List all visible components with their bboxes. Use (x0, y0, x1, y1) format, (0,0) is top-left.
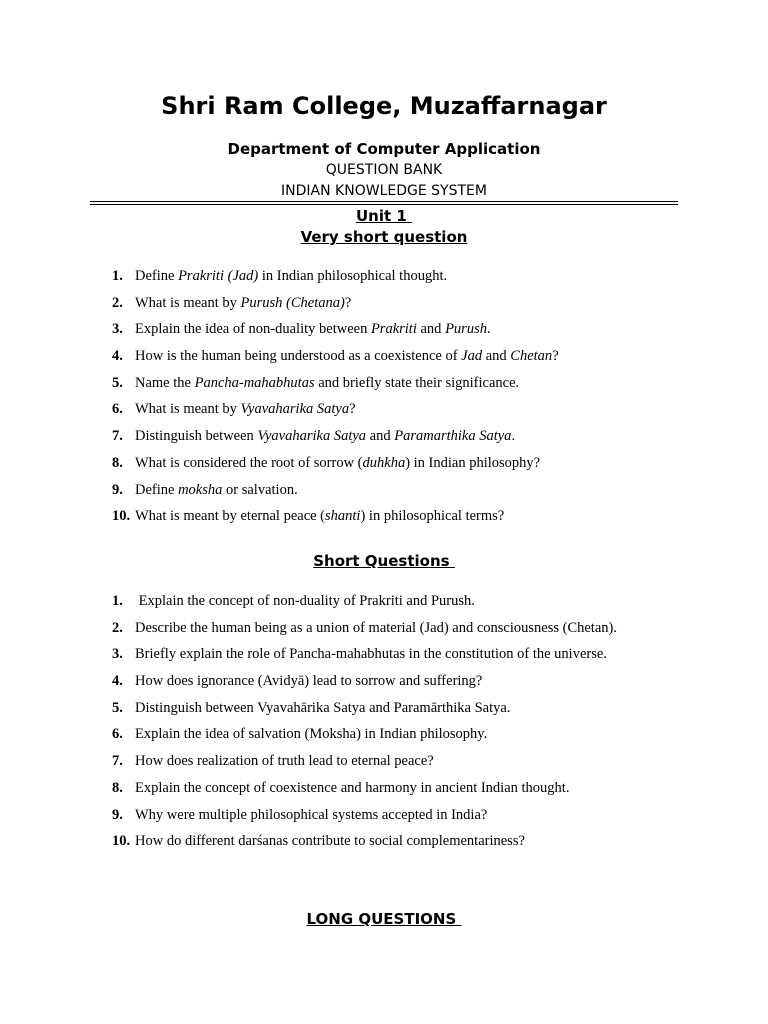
question-number: 5. (112, 374, 123, 391)
very-short-question-item (112, 348, 712, 375)
very-short-question-item (112, 268, 712, 295)
very-short-question-list (112, 268, 712, 535)
short-question-item (112, 673, 712, 700)
very-short-question-item (112, 508, 712, 535)
very-short-question-item (112, 375, 712, 402)
question-text: ? (552, 348, 559, 365)
question-number: 2. (112, 294, 123, 311)
question-text: Name the (135, 374, 195, 391)
question-number: 6. (112, 401, 123, 418)
unit-heading: Unit 1 (355, 207, 413, 225)
question-term: Paramarthika Satya (394, 428, 512, 445)
short-question-item (112, 726, 712, 753)
question-number: 2. (112, 619, 123, 636)
short-question-item (112, 700, 712, 727)
question-term: Jad (461, 348, 483, 365)
header-divider-top (90, 201, 678, 202)
question-number: 7. (112, 753, 123, 770)
question-number: 9. (112, 481, 123, 498)
question-text: . (486, 321, 491, 338)
question-text: and (482, 348, 511, 365)
short-section-heading: Short Questions (313, 552, 455, 570)
question-text: Distinguish between (135, 428, 258, 445)
very-short-question-item (112, 482, 712, 509)
question-term: Purush (445, 321, 487, 338)
question-text: Explain the concept of coexistence and harmony in ancient Indian thought. (135, 779, 570, 796)
question-text: Describe the human being as a union of material (Jad) and consciousness (Chetan). (135, 619, 617, 636)
question-term: Vyavaharika Satya (257, 428, 367, 445)
question-number: 3. (112, 321, 123, 338)
question-text: Explain the idea of non-duality between (135, 321, 371, 338)
short-question-item (112, 593, 712, 620)
question-text: What is considered the root of sorrow ( (135, 454, 363, 471)
question-term: Prakriti (Jad) (178, 268, 259, 284)
question-number: 8. (112, 779, 123, 796)
question-number: 5. (112, 699, 123, 716)
very-short-question-item (112, 321, 712, 348)
question-number: 3. (112, 646, 123, 663)
short-question-item (112, 753, 712, 780)
question-number: 7. (112, 428, 123, 445)
question-number: 1. (112, 268, 123, 284)
question-text: How does ignorance (Avidyā) lead to sorrow and suffering? (135, 673, 483, 690)
long-section-heading: LONG QUESTIONS (306, 910, 462, 928)
question-number: 10. (112, 508, 131, 525)
short-question-item (112, 646, 712, 673)
question-text: How does realization of truth lead to eternal peace? (135, 753, 434, 770)
short-question-item (112, 620, 712, 647)
question-term: Prakriti (370, 321, 417, 338)
question-text: and (416, 321, 446, 338)
question-text: and (366, 428, 395, 445)
question-term: Vyavaharika Satya (240, 401, 350, 418)
question-text: and briefly state their significance. (314, 374, 520, 391)
question-text: Distinguish between Vyavahārika Satya and Paramārthika Satya. (135, 699, 511, 716)
very-short-question-item (112, 401, 712, 428)
question-term: Pancha-mahabhutas (194, 374, 315, 391)
question-text: Why were multiple philosophical systems accepted in India? (135, 806, 488, 823)
question-number: 4. (112, 673, 123, 690)
header-divider-bottom (90, 204, 678, 205)
question-term: moksha (178, 481, 223, 498)
question-text: ) in philosophical terms? (360, 508, 505, 525)
department-name: Department of Computer Application (227, 140, 541, 158)
question-text: . (511, 428, 516, 445)
question-text: ) in Indian philosophy? (405, 454, 541, 471)
question-term: shanti (325, 508, 361, 525)
question-number: 9. (112, 806, 123, 823)
document-type: QUESTION BANK (325, 162, 443, 178)
question-text: What is meant by eternal peace ( (135, 508, 326, 525)
question-text: Briefly explain the role of Pancha-mahabhutas in the constitution of the universe. (135, 646, 607, 663)
question-text: or salvation. (222, 481, 298, 498)
question-number: 1. (112, 593, 123, 609)
college-title: Shri Ram College, Muzaffarnagar (161, 92, 607, 120)
question-term: Chetan (510, 348, 553, 365)
question-text: Define (135, 268, 179, 284)
question-text: How do different darśanas contribute to social complementariness? (135, 833, 525, 850)
very-short-question-item (112, 295, 712, 322)
very-short-question-item (112, 455, 712, 482)
question-number: 8. (112, 454, 123, 471)
question-text: Define (135, 481, 179, 498)
question-text: in Indian philosophical thought. (258, 268, 448, 284)
question-number: 10. (112, 833, 131, 850)
question-text: How is the human being understood as a coexistence of (135, 348, 462, 365)
short-question-item (112, 780, 712, 807)
question-number: 6. (112, 726, 123, 743)
short-question-item (112, 807, 712, 834)
question-text: What is meant by (135, 294, 241, 311)
very-short-question-item (112, 428, 712, 455)
subject-name: INDIAN KNOWLEDGE SYSTEM (281, 183, 487, 199)
very-short-section-heading: Very short question (300, 228, 468, 246)
question-text: ? (349, 401, 356, 418)
question-term: Purush (Chetana) (240, 294, 345, 311)
question-text: Explain the concept of non-duality of Prakriti and Purush. (135, 593, 475, 609)
question-text: ? (344, 294, 352, 311)
question-number: 4. (112, 348, 123, 365)
question-term: duhkha (362, 454, 406, 471)
question-text: Explain the idea of salvation (Moksha) in Indian philosophy. (135, 726, 488, 743)
short-question-item (112, 833, 712, 860)
short-question-list (112, 593, 712, 860)
question-text: What is meant by (135, 401, 241, 418)
